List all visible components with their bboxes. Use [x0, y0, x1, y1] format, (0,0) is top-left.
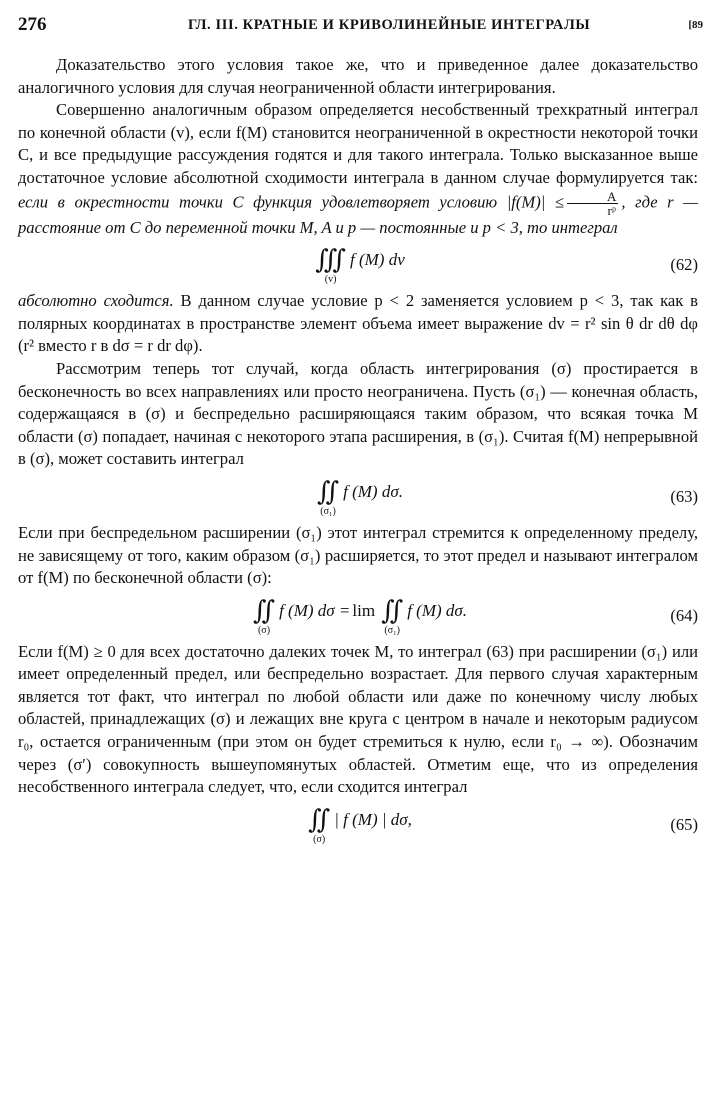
paragraph-nonnegative-case: Если f(M) ≥ 0 для всех достаточно далеких точек M, то интеграл (63) при расширении (σ₁) или имеет определенный предел, или беспредельно возрастает. Для первого случая характерным является тот факт, что интеграл по любой области или даже по конечному числу любых областей, принадлежащих (σ) и лежащих вне круга с центром в начале и некоторым радиусом r₀, остается ограниченным (при этом он будет стремиться к нулю, если r₀ → ∞). Обозначим через (σ′) совокупность вышеупомянутых областей. Отметим еще, что из определения несобственного интеграла следует, что, если сходится интеграл — [18, 641, 698, 797]
page-number: 276 — [18, 14, 47, 35]
double-integral-sign: ∬ (σ₁) — [317, 476, 336, 517]
equation-63 — [18, 477, 698, 518]
running-title: ГЛ. III. КРАТНЫЕ И КРИВОЛИНЕЙНЫЕ ИНТЕГРАЛЫ — [188, 17, 591, 33]
paragraph-absolute-convergence — [18, 290, 698, 358]
paragraph-text: В данном случае условие p < 2 заменяется условием p < 3, так как в полярных координатах в пространстве элемент объема имеет выражение dv = r² sin θ dr dθ dφ (r² вместо r в dσ = r dr dφ). — [18, 291, 699, 356]
paragraph-limit-definition: Если при беспредельном расширении (σ₁) этот интеграл стремится к определенному пределу, не зависящему от того, каким образом (σ₁) расширяется, то этот предел и называют интегралом от f(M) по бесконечной области (σ): — [18, 522, 698, 588]
theorem-text-b: , где r — расстояние от C до переменной точки M, A и p — постоянные и p < 3, то интеграл — [18, 191, 698, 237]
equation-62 — [18, 245, 698, 286]
integration-domain: (σ) — [313, 833, 326, 845]
equation-number: (63) — [670, 486, 698, 506]
equation-number: (64) — [670, 605, 698, 625]
integrand: f (M) dσ = — [279, 600, 351, 620]
theorem-text-a: если в окрестности точки C функция удовлетворяет условию |f(M)| ≤ — [18, 191, 565, 211]
paragraph-text: Совершенно аналогичным образом определяется несобственный трехкратный интеграл по конечной области (v), если f(M) становится неограниченной в окрестности некоторой точки C, и все предыдущие рассуждения годятся и для такого интеграла. Только высказанное выше достаточное условие абсолютной сходимости интеграла в данном случае формулируется так: — [18, 100, 698, 187]
italic-lead: абсолютно сходится. — [18, 291, 174, 311]
paragraph-proof: Доказательство этого условия такое же, что и приведенное далее доказательство аналогичного условия для случая неограниченной области интегрирования. — [18, 55, 698, 97]
equation-number: (62) — [670, 255, 698, 275]
integration-domain-2: (σ₁) — [384, 624, 400, 636]
integrand-2: f (M) dσ. — [407, 600, 468, 620]
integration-domain: (v) — [324, 274, 337, 286]
integration-domain: (σ₁) — [320, 505, 336, 517]
fraction-a-over-r-p — [567, 190, 618, 217]
double-integral-sign-2: ∬ (σ₁) — [381, 595, 400, 636]
fraction-denominator: rᵖ — [607, 202, 616, 218]
page-header — [18, 14, 703, 40]
page-body — [18, 54, 698, 850]
section-marker: [89 — [688, 19, 703, 31]
integrand: f (M) dσ. — [343, 481, 403, 501]
integrand: f (M) dv — [349, 250, 405, 270]
integration-domain: (σ) — [257, 624, 271, 636]
integrand: | f (M) | dσ, — [334, 809, 412, 829]
paragraph-unbounded-domain: Рассмотрим теперь тот случай, когда область интегрирования (σ) простирается в бесконечность во всех направлениях или просто неограничена. Пусть (σ₁) — конечная область, содержащаяся в (σ) и беспредельно расширяющаяся таким образом, что всякая точка M области (σ) попадает, начиная с некоторого этапа расширения, в (σ₁). Считая f(M) непрерывной в (σ), может составить интеграл — [18, 358, 698, 469]
paragraph-improper-triple-integral — [18, 99, 698, 239]
equation-number: (65) — [670, 814, 698, 834]
triple-integral-sign: ∭ (v) — [315, 245, 339, 286]
fraction-numerator: A — [567, 190, 618, 204]
limit-operator: lim — [352, 600, 376, 620]
double-integral-sign: ∬ (σ) — [252, 595, 271, 636]
double-integral-sign: ∬ (σ) — [308, 804, 326, 845]
equation-65 — [18, 805, 698, 846]
equation-64 — [18, 596, 698, 637]
